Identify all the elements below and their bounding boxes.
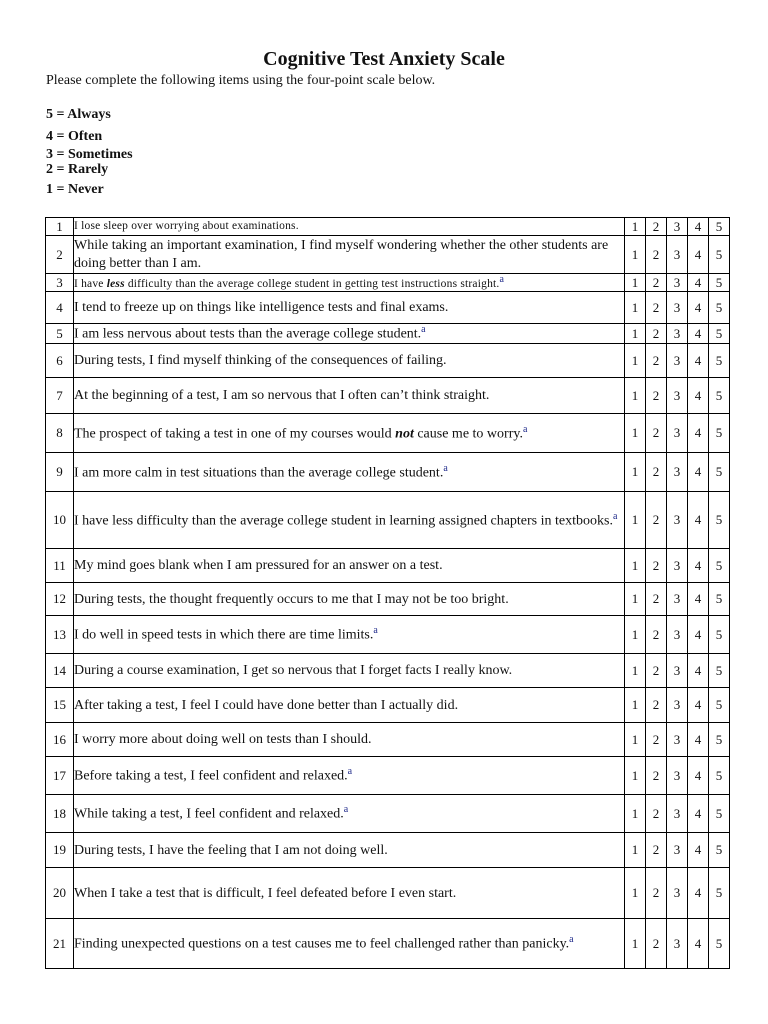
rating-option-2[interactable]: 2 [646, 292, 667, 324]
rating-option-2[interactable]: 2 [646, 236, 667, 274]
item-text-part: I am more calm in test situations than the average college student. [74, 465, 444, 481]
item-number: 4 [46, 292, 74, 324]
rating-option-5[interactable]: 5 [709, 616, 730, 654]
item-text [74, 654, 625, 688]
rating-option-2[interactable]: 2 [646, 654, 667, 688]
table-row [46, 723, 730, 757]
rating-option-3[interactable]: 3 [667, 414, 688, 453]
rating-option-3[interactable]: 3 [667, 723, 688, 757]
rating-option-2[interactable]: 2 [646, 795, 667, 833]
reverse-scored-footnote-marker: a [347, 766, 353, 778]
item-number: 15 [46, 688, 74, 723]
table-row [46, 549, 730, 583]
reverse-scored-footnote-marker: a [522, 423, 528, 435]
item-text-part: The prospect of taking a test in one of my courses would [74, 426, 396, 442]
rating-option-4[interactable]: 4 [688, 654, 709, 688]
rating-option-1[interactable]: 1 [625, 492, 646, 549]
item-text-part: difficulty than the average college student in getting test instructions straight. [124, 277, 500, 290]
rating-option-5[interactable]: 5 [709, 688, 730, 723]
item-text [74, 549, 625, 583]
item-number: 17 [46, 757, 74, 795]
rating-option-4[interactable]: 4 [688, 292, 709, 324]
rating-option-1[interactable]: 1 [625, 688, 646, 723]
item-number: 14 [46, 654, 74, 688]
rating-option-1[interactable]: 1 [625, 378, 646, 414]
item-number: 1 [46, 218, 74, 236]
rating-option-1[interactable]: 1 [625, 292, 646, 324]
item-text-part: During tests, the thought frequently occurs to me that I may not be too bright. [74, 591, 509, 607]
rating-option-2[interactable]: 2 [646, 453, 667, 492]
item-number: 12 [46, 583, 74, 616]
rating-option-1[interactable]: 1 [625, 453, 646, 492]
item-number: 19 [46, 833, 74, 868]
table-row [46, 236, 730, 274]
rating-option-3[interactable]: 3 [667, 378, 688, 414]
rating-option-5[interactable]: 5 [709, 757, 730, 795]
rating-option-4[interactable]: 4 [688, 795, 709, 833]
item-number: 8 [46, 414, 74, 453]
rating-option-1[interactable]: 1 [625, 723, 646, 757]
item-text [74, 344, 625, 378]
rating-option-3[interactable]: 3 [667, 218, 688, 236]
rating-option-5[interactable]: 5 [709, 274, 730, 292]
reverse-scored-footnote-marker: a [373, 625, 378, 637]
item-text-part: cause me to worry. [413, 426, 523, 442]
rating-option-4[interactable]: 4 [688, 616, 709, 654]
item-text [74, 453, 625, 492]
rating-option-5[interactable]: 5 [709, 236, 730, 274]
item-text-part: I lose sleep over worrying about examinations. [74, 220, 299, 233]
rating-option-4[interactable]: 4 [688, 868, 709, 919]
item-text [74, 868, 625, 919]
rating-option-2[interactable]: 2 [646, 274, 667, 292]
item-text-part: At the beginning of a test, I am so nervous that I often can’t think straight. [74, 388, 490, 404]
rating-option-2[interactable]: 2 [646, 616, 667, 654]
rating-option-5[interactable]: 5 [709, 292, 730, 324]
table-row [46, 453, 730, 492]
item-number: 21 [46, 919, 74, 969]
table-row [46, 414, 730, 453]
item-text [74, 236, 625, 274]
item-number: 5 [46, 324, 74, 344]
rating-option-5[interactable]: 5 [709, 344, 730, 378]
rating-option-3[interactable]: 3 [667, 324, 688, 344]
item-text-part: I have [74, 277, 107, 290]
rating-option-1[interactable]: 1 [625, 919, 646, 969]
scale-label-5: 5 = Always [46, 107, 111, 122]
item-text-part: I am less nervous about tests than the average college student. [74, 326, 422, 342]
item-text [74, 492, 625, 549]
rating-option-4[interactable]: 4 [688, 833, 709, 868]
rating-option-5[interactable]: 5 [709, 218, 730, 236]
item-text-part: During tests, I find myself thinking of the consequences of failing. [74, 353, 447, 369]
rating-option-1[interactable]: 1 [625, 795, 646, 833]
item-text [74, 274, 625, 292]
item-text [74, 414, 625, 453]
item-text [74, 378, 625, 414]
items-table [45, 217, 730, 969]
item-text-part: Finding unexpected questions on a test causes me to feel challenged rather than panicky. [74, 936, 570, 952]
item-number: 3 [46, 274, 74, 292]
item-text [74, 616, 625, 654]
table-row [46, 795, 730, 833]
item-text-part: While taking a test, I feel confident and relaxed. [74, 806, 344, 822]
item-text-part: I worry more about doing well on tests than I should. [74, 732, 372, 748]
table-row [46, 757, 730, 795]
item-number: 10 [46, 492, 74, 549]
rating-option-5[interactable]: 5 [709, 833, 730, 868]
rating-option-4[interactable]: 4 [688, 688, 709, 723]
rating-option-4[interactable]: 4 [688, 324, 709, 344]
table-row [46, 688, 730, 723]
reverse-scored-footnote-marker: a [499, 274, 505, 285]
item-text-part: While taking an important examination, I find myself wondering whether the other students are doing better than I am. [74, 238, 609, 271]
rating-option-4[interactable]: 4 [688, 344, 709, 378]
table-row [46, 274, 730, 292]
page-title: Cognitive Test Anxiety Scale [263, 48, 505, 70]
table-row [46, 654, 730, 688]
rating-option-5[interactable]: 5 [709, 549, 730, 583]
item-number: 20 [46, 868, 74, 919]
rating-option-3[interactable]: 3 [667, 236, 688, 274]
rating-option-2[interactable]: 2 [646, 723, 667, 757]
rating-option-4[interactable]: 4 [688, 919, 709, 969]
item-text-emphasis: not [395, 426, 414, 442]
item-number: 9 [46, 453, 74, 492]
rating-option-4[interactable]: 4 [688, 723, 709, 757]
rating-option-2[interactable]: 2 [646, 833, 667, 868]
rating-option-3[interactable]: 3 [667, 833, 688, 868]
rating-option-3[interactable]: 3 [667, 583, 688, 616]
scale-label-4: 4 = Often [46, 129, 103, 144]
rating-option-1[interactable]: 1 [625, 218, 646, 236]
rating-option-2[interactable]: 2 [646, 688, 667, 723]
reverse-scored-footnote-marker: a [443, 462, 448, 474]
item-text [74, 919, 625, 969]
rating-option-3[interactable]: 3 [667, 492, 688, 549]
item-text [74, 324, 625, 344]
item-text [74, 795, 625, 833]
rating-option-3[interactable]: 3 [667, 757, 688, 795]
rating-option-2[interactable]: 2 [646, 414, 667, 453]
item-number: 7 [46, 378, 74, 414]
rating-option-5[interactable]: 5 [709, 378, 730, 414]
table-row [46, 218, 730, 236]
rating-option-5[interactable]: 5 [709, 583, 730, 616]
item-text [74, 833, 625, 868]
rating-option-3[interactable]: 3 [667, 453, 688, 492]
rating-option-5[interactable]: 5 [709, 324, 730, 344]
reverse-scored-footnote-marker: a [612, 510, 618, 522]
rating-option-5[interactable]: 5 [709, 868, 730, 919]
rating-option-1[interactable]: 1 [625, 549, 646, 583]
rating-option-4[interactable]: 4 [688, 757, 709, 795]
rating-option-3[interactable]: 3 [667, 795, 688, 833]
item-text-part: When I take a test that is difficult, I feel defeated before I even start. [74, 885, 457, 901]
rating-option-5[interactable]: 5 [709, 919, 730, 969]
rating-option-4[interactable]: 4 [688, 378, 709, 414]
item-text [74, 688, 625, 723]
reverse-scored-footnote-marker: a [569, 934, 574, 946]
table-row [46, 919, 730, 969]
rating-option-4[interactable]: 4 [688, 583, 709, 616]
rating-option-1[interactable]: 1 [625, 583, 646, 616]
table-row [46, 583, 730, 616]
rating-option-5[interactable]: 5 [709, 795, 730, 833]
rating-option-2[interactable]: 2 [646, 757, 667, 795]
rating-option-1[interactable]: 1 [625, 833, 646, 868]
item-text [74, 292, 625, 324]
rating-option-1[interactable]: 1 [625, 616, 646, 654]
item-text-emphasis: less [106, 277, 125, 290]
item-number: 11 [46, 549, 74, 583]
rating-option-4[interactable]: 4 [688, 549, 709, 583]
item-text [74, 757, 625, 795]
rating-option-3[interactable]: 3 [667, 919, 688, 969]
scale-label-3: 3 = Sometimes [46, 147, 133, 162]
rating-option-4[interactable]: 4 [688, 274, 709, 292]
rating-option-1[interactable]: 1 [625, 236, 646, 274]
instructions: Please complete the following items using the four-point scale below. [46, 73, 436, 88]
item-text [74, 723, 625, 757]
table-row [46, 833, 730, 868]
rating-option-1[interactable]: 1 [625, 414, 646, 453]
reverse-scored-footnote-marker: a [421, 324, 426, 336]
rating-option-2[interactable]: 2 [646, 378, 667, 414]
rating-option-2[interactable]: 2 [646, 324, 667, 344]
table-row [46, 344, 730, 378]
item-number: 13 [46, 616, 74, 654]
rating-option-5[interactable]: 5 [709, 414, 730, 453]
rating-option-2[interactable]: 2 [646, 344, 667, 378]
item-text [74, 218, 625, 236]
item-text-part: I tend to freeze up on things like intelligence tests and final exams. [74, 299, 449, 315]
rating-option-2[interactable]: 2 [646, 492, 667, 549]
rating-option-5[interactable]: 5 [709, 654, 730, 688]
item-text-part: During a course examination, I get so nervous that I forget facts I really know. [74, 663, 513, 679]
item-text-part: My mind goes blank when I am pressured for an answer on a test. [74, 558, 443, 574]
scale-label-1: 1 = Never [46, 182, 104, 197]
table-row [46, 492, 730, 549]
scale-label-2: 2 = Rarely [46, 162, 109, 177]
table-row [46, 324, 730, 344]
rating-option-5[interactable]: 5 [709, 723, 730, 757]
item-number: 18 [46, 795, 74, 833]
rating-option-2[interactable]: 2 [646, 919, 667, 969]
rating-option-4[interactable]: 4 [688, 414, 709, 453]
rating-option-5[interactable]: 5 [709, 492, 730, 549]
rating-option-1[interactable]: 1 [625, 868, 646, 919]
rating-option-4[interactable]: 4 [688, 492, 709, 549]
table-row [46, 616, 730, 654]
rating-option-1[interactable]: 1 [625, 344, 646, 378]
rating-option-4[interactable]: 4 [688, 453, 709, 492]
item-text-part: I have less difficulty than the average college student in learning assigned chapters in textbooks. [74, 513, 613, 529]
rating-option-3[interactable]: 3 [667, 616, 688, 654]
table-row [46, 378, 730, 414]
rating-option-1[interactable]: 1 [625, 757, 646, 795]
item-number: 16 [46, 723, 74, 757]
rating-option-3[interactable]: 3 [667, 344, 688, 378]
item-text-part: Before taking a test, I feel confident and relaxed. [74, 768, 348, 784]
rating-option-3[interactable]: 3 [667, 868, 688, 919]
rating-option-3[interactable]: 3 [667, 688, 688, 723]
item-text-part: During tests, I have the feeling that I am not doing well. [74, 842, 388, 858]
reverse-scored-footnote-marker: a [343, 804, 349, 816]
item-number: 6 [46, 344, 74, 378]
rating-option-1[interactable]: 1 [625, 324, 646, 344]
rating-option-1[interactable]: 1 [625, 654, 646, 688]
item-number: 2 [46, 236, 74, 274]
table-row [46, 292, 730, 324]
rating-option-4[interactable]: 4 [688, 218, 709, 236]
rating-option-1[interactable]: 1 [625, 274, 646, 292]
rating-option-3[interactable]: 3 [667, 549, 688, 583]
rating-option-3[interactable]: 3 [667, 654, 688, 688]
rating-option-2[interactable]: 2 [646, 549, 667, 583]
rating-option-3[interactable]: 3 [667, 274, 688, 292]
rating-option-3[interactable]: 3 [667, 292, 688, 324]
rating-option-5[interactable]: 5 [709, 453, 730, 492]
rating-option-2[interactable]: 2 [646, 868, 667, 919]
rating-option-2[interactable]: 2 [646, 218, 667, 236]
item-text [74, 583, 625, 616]
item-text-part: I do well in speed tests in which there are time limits. [74, 627, 374, 643]
item-text-part: After taking a test, I feel I could have done better than I actually did. [74, 697, 459, 713]
rating-option-2[interactable]: 2 [646, 583, 667, 616]
table-row [46, 868, 730, 919]
rating-option-4[interactable]: 4 [688, 236, 709, 274]
